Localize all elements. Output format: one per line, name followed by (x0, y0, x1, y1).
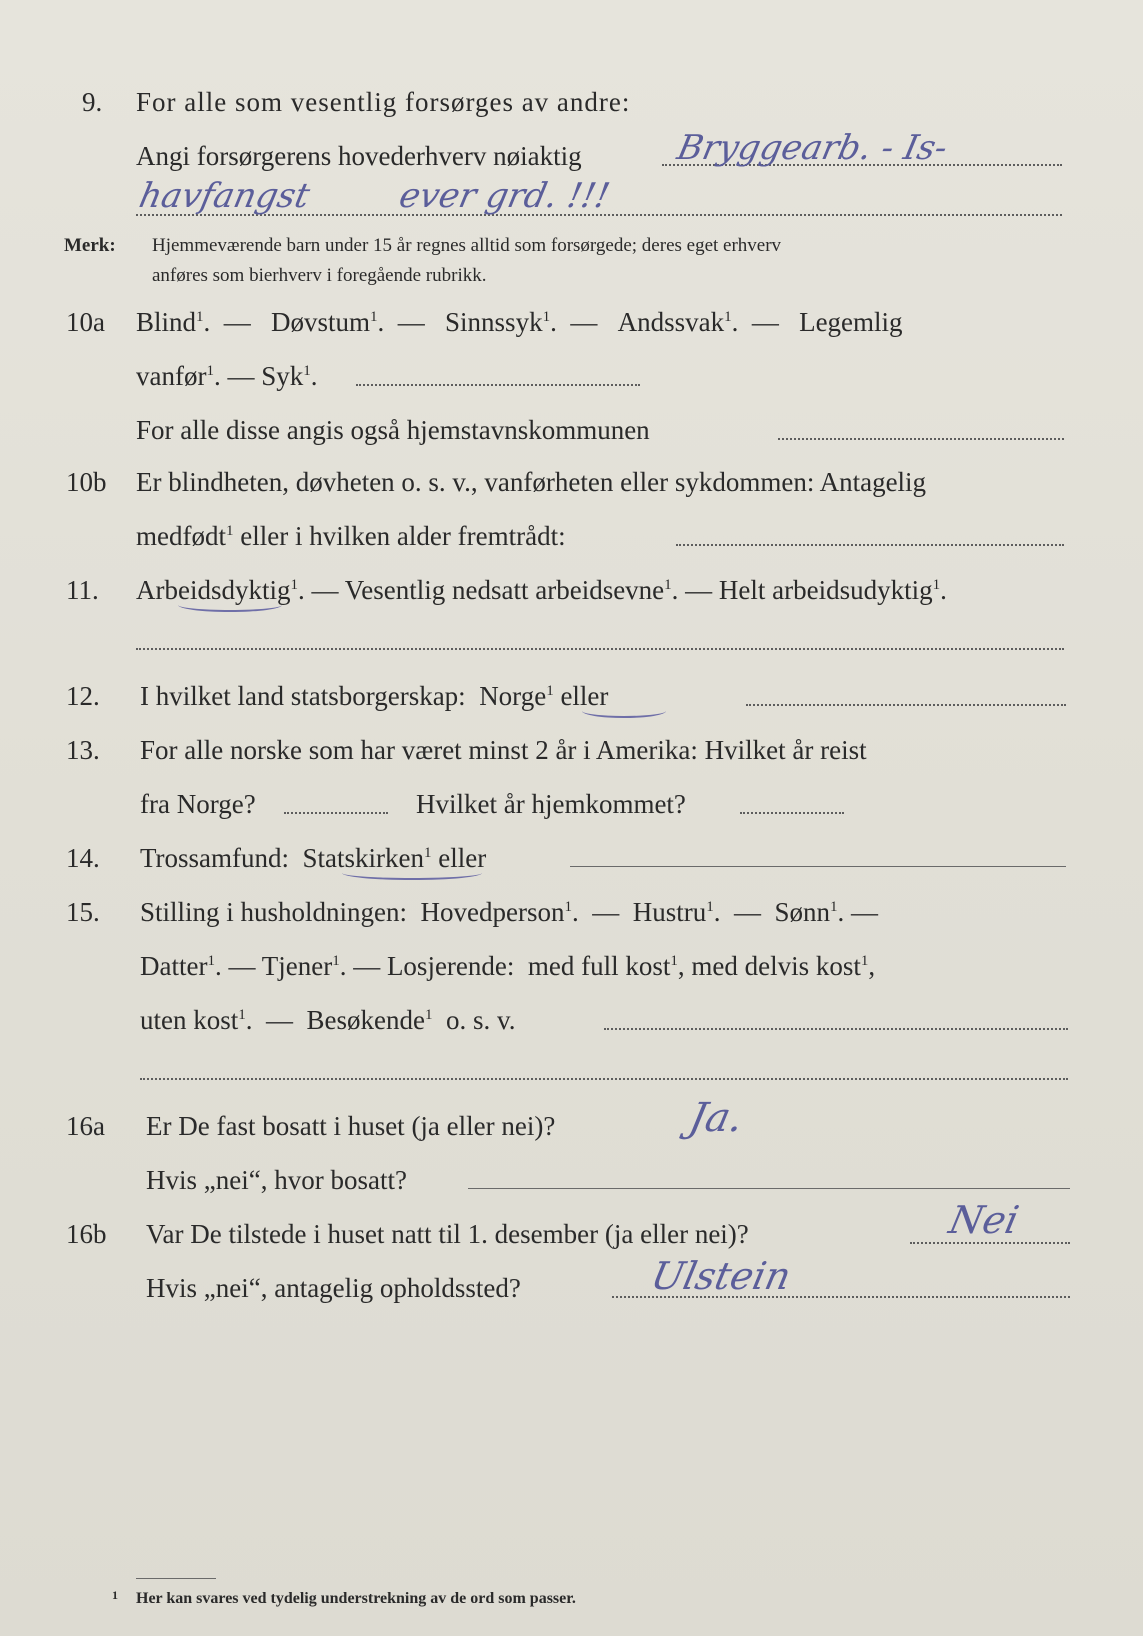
q15-line3: uten kost$^1$. — Besøkende$^1$ o. s. v. (140, 1005, 516, 1035)
q15-uten-kost: uten kost (140, 1005, 239, 1035)
q10a-line2: vanfør$^1$. — Syk$^1$. (136, 361, 318, 391)
q13-answer-line-1 (284, 812, 388, 814)
q16a-line1: Er De fast bosatt i huset (ja eller nei)? (146, 1111, 556, 1141)
q10b-answer-line (676, 544, 1064, 546)
merk-line1: Hjemmeværende barn under 15 år regnes alltid som forsørgede; deres eget erhverv (152, 235, 782, 256)
q16b-number: 16b (66, 1219, 107, 1249)
q16a-number: 16a (66, 1111, 105, 1141)
q15-line1: Stilling i husholdningen: Hovedperson$^1$. — Hustru$^1$. — Sønn$^1$. — (140, 897, 879, 927)
q14-answer-line (570, 866, 1066, 867)
q15-number: 15. (66, 897, 100, 927)
q12-underline-mark (582, 704, 666, 718)
merk-line2: anføres som bierhverv i foregående rubrikk. (152, 265, 487, 286)
q16b-line1: Var De tilstede i huset natt til 1. desember (ja eller nei)? (146, 1219, 749, 1249)
q15-delvis-kost: med delvis kost (691, 951, 861, 981)
q14-underline-mark (342, 866, 482, 880)
q15-answer-line-1 (604, 1028, 1068, 1030)
q15-besokende: Besøkende (306, 1005, 425, 1035)
q14-label: Trossamfund: (140, 843, 290, 873)
q12-line1: I hvilket land statsborgerskap: Norge$^1$ eller (140, 681, 609, 711)
q15-line2: Datter$^1$. — Tjener$^1$. — Losjerende: med full kost$^1$, med delvis kost$^1$, (140, 951, 876, 981)
q14-statskirken: Statskirken (302, 843, 425, 873)
q14-line1: Trossamfund: Statskirken$^1$ eller (140, 843, 487, 873)
footnote-mark: 1 (112, 1588, 118, 1602)
q15-full-kost: med full kost (527, 951, 671, 981)
q13-line2b: Hvilket år hjemkommet? (416, 789, 686, 819)
q10b-line1: Er blindheten, døvheten o. s. v., vanførheten eller sykdommen: Antagelig (136, 467, 927, 497)
q11-udyktig: Helt arbeidsudyktig (718, 575, 933, 605)
q11-line1: Arbeidsdyktig$^1$. — Vesentlig nedsatt arbeidsevne$^1$. — Helt arbeidsudyktig$^1$. (136, 575, 947, 605)
q16a-handwritten: Ja. (685, 1095, 748, 1141)
q12-answer-line (746, 704, 1066, 706)
q16b-handwritten-1: Nei (945, 1198, 1023, 1242)
q10a-sinnssyk: Sinnssyk (445, 307, 543, 337)
q15-hustru: Hustru (632, 897, 707, 927)
q15-hovedperson: Hovedperson (420, 897, 565, 927)
q11-underline-mark (178, 598, 282, 612)
q10a-line1: Blind$^1$. — Døvstum$^1$. — Sinnssyk$^1$. — Andssvak$^1$. — Legemlig (136, 307, 903, 337)
q10a-vanfor: vanfør (136, 361, 207, 391)
q13-number: 13. (66, 735, 100, 765)
q12-norge: Norge (479, 681, 547, 711)
q11-nedsatt: Vesentlig nedsatt arbeidsevne (344, 575, 665, 605)
q16a-line2: Hvis „nei“, hvor bosatt? (146, 1165, 407, 1195)
q11-arbeidsdyktig: Arbeidsdyktig (136, 575, 291, 605)
q10b-number: 10b (66, 467, 107, 497)
q15-datter: Datter (140, 951, 208, 981)
q16b-answer-line-2 (612, 1296, 1070, 1298)
q10a-answer-line-2 (778, 438, 1064, 440)
q15-sonn: Sønn (774, 897, 831, 927)
q10a-syk: Syk (261, 361, 304, 391)
q10a-legemlig: Legemlig (799, 307, 903, 337)
q10a-dovstum: Døvstum (271, 307, 371, 337)
q11-answer-line (136, 648, 1064, 650)
q14-number: 14. (66, 843, 100, 873)
q12-text: I hvilket land statsborgerskap: (140, 681, 466, 711)
q9-line2: Angi forsørgerens hovederhverv nøiaktig (136, 141, 582, 171)
q9-handwritten-c: ever grd. !!! (395, 176, 614, 216)
q16a-answer-line (468, 1188, 1070, 1189)
q15-losjerende: Losjerende: (386, 951, 515, 981)
q13-line1: For alle norske som har været minst 2 år i Amerika: Hvilket år reist (140, 735, 867, 765)
q10a-answer-line-1 (356, 384, 640, 386)
q9-handwritten-b: havfangst (135, 176, 314, 216)
q9-handwritten-a: Bryggearb. - Is- (673, 128, 951, 168)
q13-answer-line-2 (740, 812, 844, 814)
q16b-handwritten-2: Ulstein (647, 1254, 795, 1298)
q16b-answer-line-1 (910, 1242, 1070, 1244)
merk-label: Merk: (64, 235, 116, 256)
q13-line2a: fra Norge? (140, 789, 256, 819)
q15-stilling: Stilling i husholdningen: (140, 897, 408, 927)
q11-number: 11. (66, 575, 99, 605)
q12-number: 12. (66, 681, 100, 711)
q15-osv: o. s. v. (445, 1005, 516, 1035)
q10b-medfodt: medfødt (136, 521, 226, 551)
footnote-text: Her kan svares ved tydelig understrekning av de ord som passer. (136, 1590, 576, 1607)
q15-tjener: Tjener (261, 951, 333, 981)
q10b-alder: eller i hvilken alder fremtrådt: (240, 521, 566, 551)
q9-line1: For alle som vesentlig forsørges av andre: (136, 87, 631, 117)
q16b-line2: Hvis „nei“, antagelig opholdssted? (146, 1273, 521, 1303)
q9-number: 9. (82, 87, 103, 117)
q10a-blind: Blind (136, 307, 197, 337)
q14-eller: eller (438, 843, 487, 873)
q10a-line3: For alle disse angis også hjemstavnskommunen (136, 415, 650, 445)
q10b-line2: medfødt$^1$ eller i hvilken alder fremtrådt: (136, 521, 566, 551)
footnote-rule (136, 1578, 216, 1579)
q15-answer-line-2 (140, 1078, 1068, 1080)
q10a-number: 10a (66, 307, 105, 337)
q10a-andssvak: Andssvak (617, 307, 725, 337)
q12-eller: eller (560, 681, 609, 711)
